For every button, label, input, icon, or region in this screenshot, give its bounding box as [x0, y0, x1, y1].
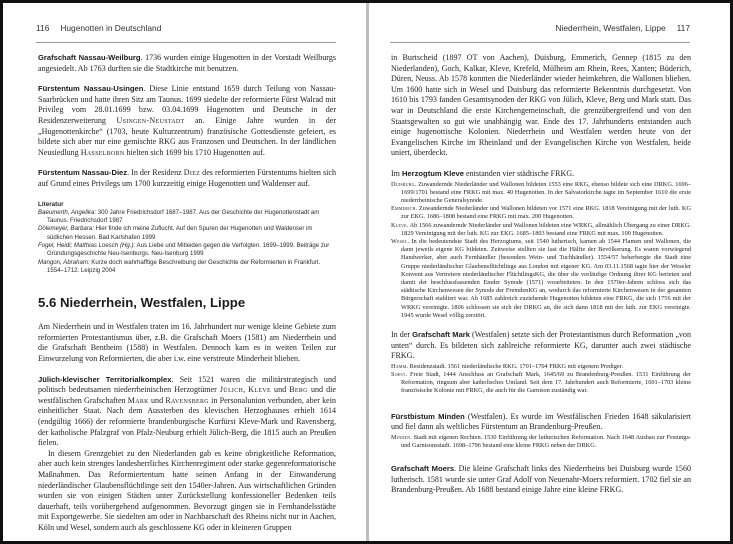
literature-entry: Mangon, Abraham: Kurze doch wahrhafftige Beschreibung der Geschichte der Reformierten in Frankfurt. 1554–1712. Leipzig 2004: [38, 258, 321, 274]
paragraph-minden: Fürstbistum Minden (Westfalen). Es wurde im Westfälischen Frieden 1648 säkularisiert und fiel dann als weltliches Fürstentum an Brandenburg-Preußen.: [391, 411, 691, 432]
running-head-title: Hugenotten in Deutschland: [60, 23, 162, 33]
paragraph-mark: In der Grafschaft Mark (Westfalen) setzte sich der Protestantismus durch Reformation „von unten“ durch. Es bildeten sich zahlreiche reformierte KG, darunter auch zwei städtische FRKG.: [391, 329, 691, 361]
left-page-body: [38, 53, 336, 533]
literature-list: [38, 201, 336, 276]
literature-entry: Dölemeyer, Barbara: Hier finde ich meine Zuflucht. Auf den Spuren der Hugenotten und Waldenser im südlichen Hessen. Bad Karlshafen 1999: [38, 225, 313, 241]
place-entry: Minden. Stadt mit eigenen Rechten. 1530 Einführung der lutherischen Reformation. Nach 1648 Ausbau zur Festungs- und Garnisonsstadt. 1698–1796 bestand eine kleine FRKG neben der DRKG.: [391, 433, 691, 449]
minden-entries: [391, 434, 691, 450]
place-entry: Wesel. In die bedeutendste Stadt des Herzogtums, seit 1540 lutherisch, kamen ab 1544 Flamen und Wallonen, die dann jeweils eigene KG bildeten. Zeitweise stellten sie fast die Hälfte der Bevölkerung. Es waren vorwiegend Handwerker, aber auch Fernhändler (besonders Wein- und Tuchhändler). 1554/57 beherbergte die Stadt eine Gruppe niederländischer Glaubensflüchtlinge aus London mit eigener KG. Am 03.11.1568 tagte hier der Weseler Konvent aus Vertretern niederländischer FlüchtlingsKG, die über die vorläufige Ordnung ihrer KG berieten und damit der beschlussfassenden Emder Synode (1571) vorarbeiteten. In den 1570er-Jahren schloss sich das städtische Kirchenwesen der Synode der FremdenKG an, wodurch das reformierte Kirchenwesen in der gesamten Bürgerschaft etabliert war. Ab 1685 zahlreich zuziehende Hugenotten bildeten eine FRKG, die sich 1756 mit der WRKG vereinigte. 1806 schlossen sie sich der DRKG an, die sich dann 1818 mit der luth. zur EKG vereinigte. 1945 wurde Wesel völlig zerstört.: [391, 237, 691, 319]
paragraph-nassau-weilburg: Grafschaft Nassau-Weilburg. 1736 wurden einige Hugenotten in der Vorstadt Weilburgs angesiedelt. Ab 1763 durften sie die Stadtkirche mit benutzen.: [38, 53, 336, 73]
literature-title: Literatur: [38, 200, 64, 208]
lead-term: Fürstentum Nassau-Usingen: [38, 84, 144, 94]
place-entry: Soest. Freie Stadt, 1444 Anschluss an Grafschaft Mark, 1645/69 zu Brandenburg-Preußen. 1531 Einführung der Reformation, ringsum aber katholisches Umland. Seit dem 17. Jahrhundert auch Reformierte, 1691–1703 kleine französische Kolonie mit FRKG, die auch für die Garnison zuständig war.: [391, 370, 691, 395]
paragraph-nassau-usingen: Fürstentum Nassau-Usingen. Diese Linie entstand 1659 durch Teilung von Nassau-Saarbrücken und hatte ihren Sitz am Taunus. 1699 siedelte der reformierte Fürst Walrad mit Privileg vom 28.01.1699 bzw. 03.04.1699 Hugenotten und Deutsche in der Residenzerweiterung Usingen-Neustadt an. Einige Jahre wurden in der „Hugenottenkirche“ (1703, heute Kulturzentrum) französische Gottesdienste gefeiert, es bildete sich aber nur eine gemischte RKG aus Franzosen und Deutschen. In der ländlichen Neusiedlung Hasselborn hielten sich 1699 bis 1710 Hugenotten auf.: [38, 84, 337, 157]
right-page-body: [391, 53, 691, 496]
place-entry: Kleve. Ab 1566 zuwandernde Niederländer und Wallonen bildeten eine WRKG, allmählich Übergang zu einer DRKG. 1829 Vereinigung mit der luth. KG zur EKG. 1685–1803 bestand eine FRKG mit max. 100 Hugenotten.: [391, 221, 691, 237]
section-heading: 5.6 Niederrhein, Westfalen, Lippe: [38, 295, 246, 311]
paragraph-intro: Am Niederrhein und in Westfalen traten im 16. Jahrhundert nur wenige kleine Gebiete zum reformierten Protestantismus über, z.B. die Grafschaft Moers (1581) am Niederrhein und die Grafschaft Bentheim (1588) in Westfalen. Dennoch kam es in weiten Teilen zur Einwurzelung von Reformierten, die aber i.w. eine verstreute Minderheit blieben.: [38, 322, 336, 363]
lead-term: Herzogtum Kleve: [401, 168, 464, 178]
paragraph-kleve: Im Herzogtum Kleve entstanden vier städtische FRKG.: [391, 168, 575, 178]
lead-term: Grafschaft Moers: [391, 464, 455, 474]
paragraph-moers: Grafschaft Moers. Die kleine Grafschaft links des Niederrheins bei Duisburg wurde 1560 lutherisch. 1581 wurde sie unter Graf Adolf von Neuenahr-Moers reformiert. 1702 fiel sie an Brandenburg-Preußen. Ab 1688 bestand einige Jahre eine kleine FRKG.: [391, 464, 691, 495]
place-entry: Duisburg. Zuwandernde Niederländer und Wallonen bildeten 1553 eine RKG, ebenso bildete sich eine DRKG. 1696–1699/1701 bestand eine FRKG mit max. 40 Hugenotten. In der Salvatorkirche tagte im September 1610 die erste niederrheinische Generalsynode.: [391, 180, 691, 204]
lead-term: Jülich-klevischer Territorialkomplex: [38, 374, 172, 384]
page-number: 116: [36, 23, 50, 33]
running-head-title: Niederrhein, Westfalen, Lippe: [555, 23, 666, 33]
mark-entries: [391, 363, 691, 396]
kleve-entries: [391, 181, 691, 320]
right-page: [369, 3, 733, 541]
place-entry: Emmerich. Zuwandernde Niederländer und Wallonen bildeten vor 1571 eine RKG. 1818 Vereinigung mit der luth. KG zur EKG. 1686–1808 bestand eine FRKG mit max. 200 Hugenotten.: [391, 205, 691, 221]
lead-term: Fürstbistum Minden: [391, 411, 465, 421]
lead-term: Fürstentum Nassau-Diez: [38, 168, 128, 178]
running-head-left: [36, 23, 336, 43]
paragraph-territorialkomplex: Jülich-klevischer Territorialkomplex. Seit 1521 waren die militärstrategisch und politisch bedeutsamen niederrheinischen Herzogtümer Jülich, Kleve und Berg und die westfälischen Grafschaften Mark und Ravensberg in Personalunion verbunden, aber kein einheitlicher Staat. Nach dem Aussterben des klevischen Herzoghauses erhielt 1614 (endgültig 1666) der reformierte brandenburgische Kurfürst Kleve-Mark und Ravensberg, der katholische Pfalzgraf von Pfalz-Neuburg erhielt Jülich-Berg, die 1815 auch an Preußen fielen.: [38, 374, 336, 448]
literature-entry: Fogel, Heidi; Matthias Loesch (Hg.): Aus Liebe und Mitleiden gegen die Verfolgten. 1699–1999. Beiträge zur Gründungsgeschichte Neu-Isenburgs. Neu-Isenburg 1999: [38, 242, 330, 258]
paragraph-opening: in Burtscheid (1897 OT von Aachen), Duisburg, Emmerich, Gennep (1815 zu den Niederlanden), Goch, Kalkar, Kleve, Krefeld, Mülheim am Rhein, Rees, Xanten; Büderich, Düren, Neuss. Ab 1578 konnten die Niederländer wieder heimkehren, die Wallonen blieben. Um 1600 hatte sich in Wesel und Duisburg das reformierte Bekenntnis durchgesetzt. Von 1610 bis 1793 fanden Gesamtsynoden der RKG von Jülich, Kleve, Berg und Mark statt. Das war in Deutschland die erste Kirchengemeinschaft, die grenzübergreifend und von den Staatsgewalten so gut wie unabhängig war. Ende des 17. Jahrhunderts entstanden auch einige hugenottische Kolonien. Niederrhein und Westfalen werden heute von der Evangelischen Kirche im Rheinland und der Evangelischen Kirche von Westfalen, beide uniert, überdeckt.: [391, 53, 691, 158]
literature-entry: Baeumerth, Angelika: 300 Jahre Friedrichsdorf 1687–1987. Aus der Geschichte der Hugenottenstadt am Taunus. Friedrichsdorf 1987: [38, 208, 320, 225]
page-number: 117: [676, 23, 690, 33]
place-entry: Hamm. Residenzstadt. 1561 niederländische RKG. 1701–1704 FRKG mit eigenem Prediger.: [391, 362, 624, 370]
left-page: [3, 3, 366, 541]
lead-term: Grafschaft Nassau-Weilburg: [38, 53, 141, 62]
lead-term: Grafschaft Mark: [412, 329, 470, 339]
paragraph-nassau-diez: Fürstentum Nassau-Diez. In der Residenz Diez des reformierten Fürstentums hielten sich auf Grund eines Privilegs um 1700 kurzzeitig einige Hugenotten und Waldenser auf.: [38, 168, 336, 188]
running-head-right: [390, 23, 690, 43]
paragraph-continuation: In diesem Grenzgebiet zu den Niederlanden gab es keine obrigkeitliche Reformation, aber auch kein strenges landesherrliches Kirchenregiment oder starke gegenreformatorische Maßnahmen. Das Reformiertentum hatte seinen Anfang in der Einwanderung niederländischer Glaubensflüchtlinge seit den 1540er-Jahren. Aus wirtschaftlichen Gründen wurden sie von einigen Städten unter Zurückstellung konfessioneller Bedenken teils dauerhaft, teils vorübergehend aufgenommen. Bevorzugt gingen sie in Fernhandelsstädte mit Exportgewerbe. Sie siedelten am oder in Nachbarschaft des Rheins nicht nur in Aachen, Köln und Wesel, sondern auch als geschlossene KG oder in kleineren Gruppen: [38, 448, 336, 532]
